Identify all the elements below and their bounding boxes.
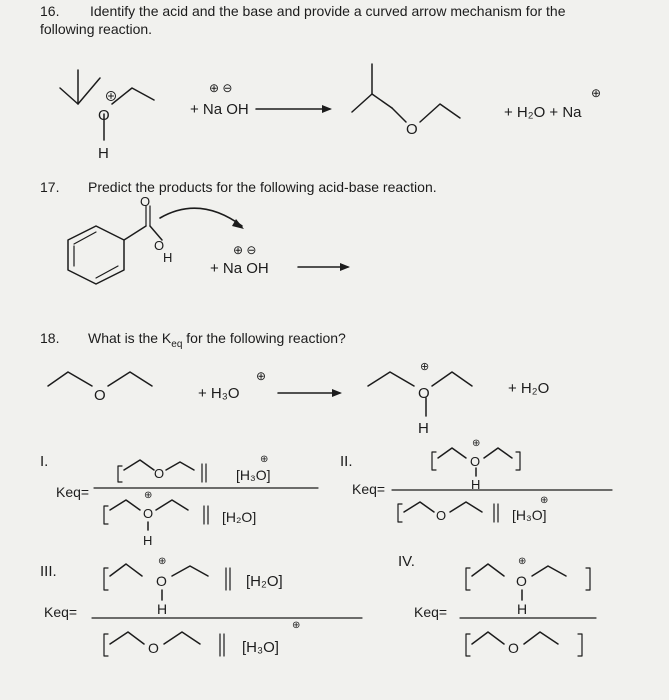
- option-3-num-charge: ⊕: [158, 556, 167, 567]
- option-2-keq: Keq=: [352, 481, 386, 497]
- option-1: [40, 453, 318, 548]
- option-1-den-o-atom: O: [143, 506, 154, 521]
- q18-product-oxonium: [368, 361, 472, 437]
- option-1-num-o-atom: O: [154, 466, 165, 481]
- option-3-label: III.: [40, 563, 57, 580]
- option-1-num: [H₃O]: [236, 467, 271, 483]
- option-3-keq: Keq=: [44, 604, 78, 620]
- q18-text-pre: What is the K: [88, 330, 172, 346]
- option-4: [398, 553, 596, 656]
- q16-products: + H₂O + Na: [504, 104, 582, 121]
- q18-number: 18.: [40, 330, 60, 346]
- q17-number: 17.: [40, 179, 60, 195]
- q18-product-o-atom: O: [418, 385, 430, 402]
- option-2-num-h-atom: H: [471, 477, 481, 492]
- q16-reagent-charges: ⊕ ⊖: [209, 81, 233, 95]
- option-4-den-o-atom: O: [508, 640, 519, 656]
- option-2-den-o-atom: O: [436, 508, 447, 523]
- option-1-den: [H₂O]: [222, 509, 257, 525]
- q18-product: + H₂O: [508, 380, 550, 397]
- option-4-keq: Keq=: [414, 604, 448, 620]
- option-3-num-o-atom: O: [156, 573, 167, 589]
- q17-reagent-charges: ⊕ ⊖: [233, 243, 257, 257]
- q18-text-post: for the following reaction?: [182, 330, 346, 346]
- option-1-den-charge: ⊕: [144, 490, 153, 501]
- q18-reagent: + H₃O: [198, 385, 240, 402]
- q18-text-sub: eq: [171, 338, 183, 350]
- q17-carbonyl-o-atom: O: [140, 194, 151, 209]
- option-4-num-charge: ⊕: [518, 556, 527, 567]
- q16-reactant-oxonium: [60, 70, 154, 162]
- option-3-num-h-atom: H: [157, 601, 168, 617]
- q16-product-o-atom: O: [406, 121, 418, 138]
- option-3-den: [H₃O]: [242, 639, 279, 656]
- q16-text-line2: following reaction.: [40, 21, 153, 37]
- q18-reactant-ether: [48, 372, 152, 404]
- option-1-keq: Keq=: [56, 484, 90, 500]
- option-3-num: [H₂O]: [246, 573, 283, 590]
- q18-product-charge: ⊕: [420, 361, 430, 373]
- option-3-den-o-atom: O: [148, 640, 159, 656]
- option-3: [40, 556, 362, 656]
- q17-reagent: + Na OH: [210, 260, 269, 277]
- option-2-num-charge: ⊕: [472, 438, 481, 449]
- q16-text-line1: Identify the acid and the base and provide a curved arrow mechanism for the: [90, 3, 566, 19]
- q18-reagent-charge: ⊕: [256, 369, 267, 383]
- option-2-label: II.: [340, 453, 353, 470]
- q16-reactant-h-atom: H: [98, 145, 109, 162]
- option-1-label: I.: [40, 453, 49, 470]
- q16-number: 16.: [40, 3, 60, 19]
- q17-text: Predict the products for the following acid-base reaction.: [88, 179, 437, 195]
- option-4-label: IV.: [398, 553, 415, 570]
- q18-reactant-o-atom: O: [94, 387, 106, 404]
- option-4-num-o-atom: O: [516, 573, 527, 589]
- option-2: [340, 438, 612, 523]
- q17-curved-arrow-icon: [160, 208, 242, 226]
- q16-reagent: + Na OH: [190, 101, 249, 118]
- option-2-den-charge: ⊕: [540, 495, 549, 506]
- q16-reactant-o-atom: O: [98, 107, 110, 124]
- option-2-den: [H₃O]: [512, 507, 547, 523]
- q17-hydroxyl-o-atom: O: [154, 238, 165, 253]
- q17-h-atom: H: [163, 250, 173, 265]
- q18-product-h-atom: H: [418, 420, 429, 437]
- option-2-num-o-atom: O: [470, 454, 481, 469]
- q16-product-ether: [352, 64, 460, 138]
- option-1-den-h-atom: H: [143, 533, 153, 548]
- option-4-num-h-atom: H: [517, 601, 528, 617]
- q16-na-charge: ⊕: [591, 86, 602, 100]
- option-3-den-charge: ⊕: [292, 620, 301, 631]
- option-1-num-charge: ⊕: [260, 454, 269, 465]
